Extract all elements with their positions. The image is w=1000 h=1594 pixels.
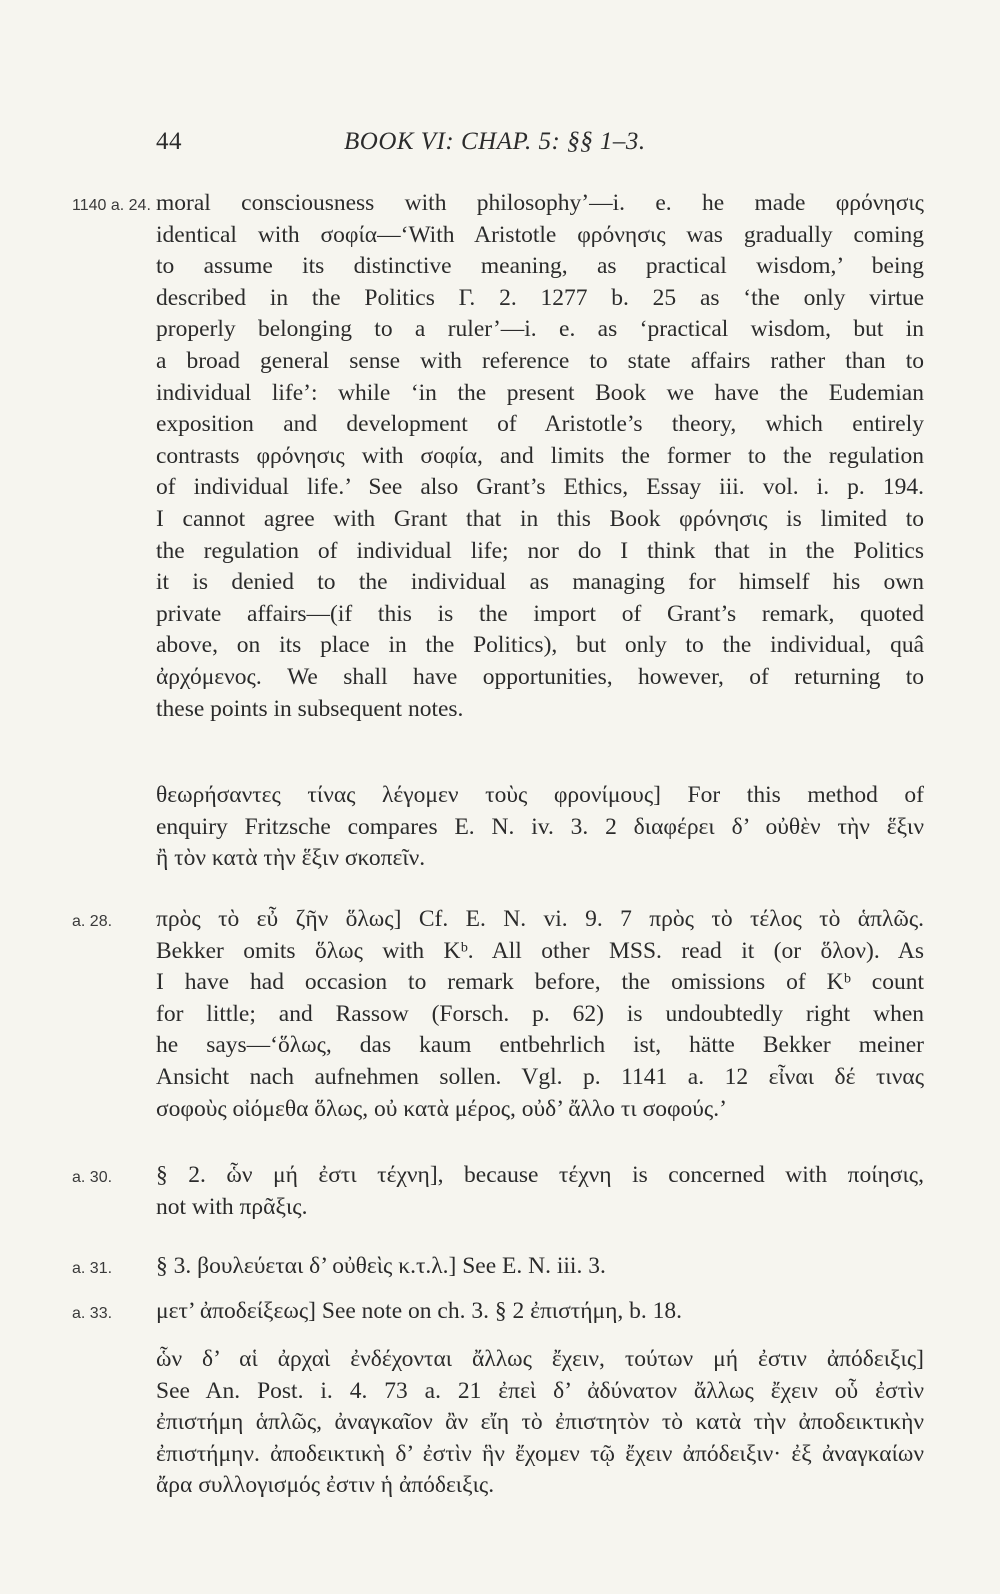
text-line: ἐπιστήμην. ἀποδεικτικὴ δ’ ἐστὶν ἣν ἔχομεν τῷ ἔχειν ἀπόδειξιν· ἐξ ἀναγκαίων xyxy=(156,1440,924,1467)
text-line: Ansicht nach aufnehmen sollen. Vgl. p. 1141 a. 12 εἶναι δέ τινας xyxy=(156,1063,924,1090)
text-line: not with πρᾶξις. xyxy=(156,1193,308,1220)
text-line: ἐπιστήμη ἁπλῶς, ἀναγκαῖον ἂν εἴη τὸ ἐπιστητὸν τὸ κατὰ τὴν ἀποδεικτικὴν xyxy=(156,1409,924,1436)
chapter-heading: BOOK VI: CHAP. 5: §§ 1–3. xyxy=(344,128,646,155)
page-number: 44 xyxy=(156,128,182,155)
margin-reference: a. 31. xyxy=(72,1260,113,1277)
text-line: § 2. ὧν μή ἐστι τέχνη], because τέχνη is concerned with ποίησις, xyxy=(156,1162,924,1188)
text-line: moral consciousness with philosophy’—i. e. he made φρόνησις xyxy=(156,190,924,216)
text-line: private affairs—(if this is the import of Grant’s remark, quoted xyxy=(156,600,924,627)
text-line: ἄρα συλλογισμός ἐστιν ἡ ἀπόδειξις. xyxy=(156,1472,495,1499)
text-line: § 3. βουλεύεται δ’ οὐθεὶς κ.τ.λ.] See E. N. iii. 3. xyxy=(156,1253,606,1279)
text-line: the regulation of individual life; nor do I think that in the Politics xyxy=(156,537,924,564)
text-line: for little; and Rassow (Forsch. p. 62) is undoubtedly right when xyxy=(156,1000,924,1027)
commentary-paragraph xyxy=(156,188,924,725)
running-head xyxy=(156,128,756,162)
text-line: enquiry Fritzsche compares E. N. iv. 3. 2 διαφέρει δ’ οὐθὲν τὴν ἕξιν xyxy=(156,813,924,840)
commentary-note xyxy=(156,1296,924,1328)
text-line: exposition and development of Aristotle’s theory, which entirely xyxy=(156,411,924,438)
commentary-note xyxy=(156,1160,924,1223)
text-line: a broad general sense with reference to state affairs rather than to xyxy=(156,347,924,374)
margin-reference: a. 28. xyxy=(72,913,113,930)
margin-reference: a. 33. xyxy=(72,1305,113,1322)
text-line: these points in subsequent notes. xyxy=(156,695,464,722)
text-line: described in the Politics Γ. 2. 1277 b. 25 as ‘the only virtue xyxy=(156,284,924,311)
text-line: σοφοὺς οἰόμεθα ὅλως, οὐ κατὰ μέρος, οὐδ’ ἄλλο τι σοφούς.’ xyxy=(156,1095,727,1122)
text-line: ὧν δ’ αἱ ἀρχαὶ ἐνδέχονται ἄλλως ἔχειν, τούτων μή ἐστιν ἀπόδειξις] xyxy=(156,1346,924,1372)
text-line: contrasts φρόνησις with σοφία, and limits the former to the regulation xyxy=(156,442,924,469)
text-line: I have had occasion to remark before, the omissions of Kᵇ count xyxy=(156,969,924,996)
text-line: πρὸς τὸ εὖ ζῆν ὅλως] Cf. E. N. vi. 9. 7 πρὸς τὸ τέλος τὸ ἁπλῶς. xyxy=(156,906,924,932)
margin-reference: a. 30. xyxy=(72,1169,113,1186)
text-line: of individual life.’ See also Grant’s Ethics, Essay iii. vol. i. p. 194. xyxy=(156,474,924,501)
text-line: See An. Post. i. 4. 73 a. 21 ἐπεὶ δ’ ἀδύνατον ἄλλως ἔχειν οὗ ἐστὶν xyxy=(156,1377,924,1404)
commentary-note xyxy=(156,1344,924,1502)
commentary-note xyxy=(156,904,924,1125)
text-line: properly belonging to a ruler’—i. e. as ‘practical wisdom, but in xyxy=(156,316,924,343)
text-line: identical with σοφία—‘With Aristotle φρόνησις was gradually coming xyxy=(156,221,924,248)
text-line: θεωρήσαντες τίνας λέγομεν τοὺς φρονίμους] For this method of xyxy=(156,782,924,808)
text-line: to assume its distinctive meaning, as practical wisdom,’ being xyxy=(156,253,924,280)
text-line: it is denied to the individual as managing for himself his own xyxy=(156,569,924,596)
text-line: ἢ τὸν κατὰ τὴν ἕξιν σκοπεῖν. xyxy=(156,845,426,872)
text-line: ἀρχόμενος. We shall have opportunities, however, of returning to xyxy=(156,663,924,690)
commentary-note xyxy=(156,780,924,875)
text-line: Bekker omits ὅλως with Kᵇ. All other MSS. read it (or ὅλον). As xyxy=(156,937,924,964)
commentary-note xyxy=(156,1251,924,1283)
text-line: I cannot agree with Grant that in this Book φρόνησις is limited to xyxy=(156,505,924,532)
text-line: individual life’: while ‘in the present Book we have the Eudemian xyxy=(156,379,924,406)
margin-reference: 1140 a. 24. xyxy=(72,197,151,214)
text-line: above, on its place in the Politics), but only to the individual, quâ xyxy=(156,632,924,659)
text-line: μετ’ ἀποδείξεως] See note on ch. 3. § 2 ἐπιστήμη, b. 18. xyxy=(156,1298,683,1324)
text-line: he says—‘ὅλως, das kaum entbehrlich ist, hätte Bekker meiner xyxy=(156,1032,924,1059)
